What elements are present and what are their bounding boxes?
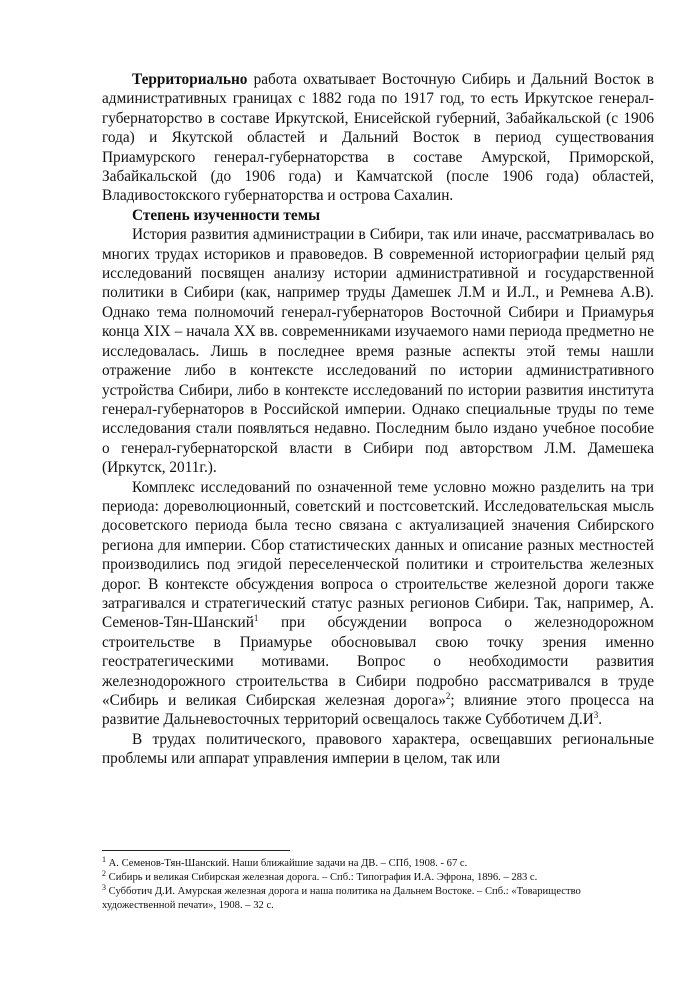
complex-text-2: при обсуждении вопроса о железнодорожном строительстве в Приамурье обосновывал свою точку зрения именно геостратегическими мотивами. Вопрос о необходимости развития железнодорожного строительства в Сибири подробно рассматривался в труде «Сибирь и великая Сибирская железная дорога»: [102, 614, 654, 709]
footnote-2: [102, 871, 654, 885]
paragraph-history: История развития администрации в Сибири, так или иначе, рассматривалась во многих трудах историков и правоведов. В современной историографии целый ряд исследований посвящен анализу истории административной и государственной политики в Сибири (как, например труды Дамешек Л.М и И.Л., и Ремнева А.В). Однако тема полномочий генерал-губернаторов Восточной Сибири и Приамурья конца XIX – начала XX вв. современниками изучаемого нами периода предметно не исследовалась. Лишь в последнее время разные аспекты этой темы нашли отражение либо в контексте исследований по истории административного устройства Сибири, либо в контексте исследований по истории развития института генерал-губернаторов в Российской империи. Однако специальные труды по теме исследования стали появляться недавно. Последним было издано учебное пособие о генерал-губернаторской власти в Сибири под авторством Л.М. Дамешека (Иркутск, 2011г.).: [102, 226, 654, 477]
territory-lead: Территориально: [132, 71, 248, 88]
footnotes: [102, 857, 654, 913]
footnote-separator: [102, 850, 290, 851]
section-heading: Степень изученности темы: [132, 206, 321, 224]
footnote-number: 2: [102, 869, 106, 878]
footnote-text: А. Семенов-Тян-Шанский. Наши ближайшие задачи на ДВ. – СПб, 1908. - 67 с.: [106, 858, 468, 869]
complex-text-4: .: [598, 711, 603, 729]
complex-text-3: ; влияние этого процесса на развитие Дальневосточных территорий освещалось также Субботичем Д.И: [102, 692, 654, 729]
footnote-1: [102, 857, 654, 871]
paragraph-works: В трудах политического, правового характера, освещавших региональные проблемы или аппарат управления империи в целом, так или: [102, 730, 654, 768]
footnote-text: Субботич Д.И. Амурская железная дорога и наша политика на Дальнем Востоке. – Спб.: «Товарищество художественной печати», 1908. – 32 с.: [102, 886, 581, 911]
body-text: [102, 70, 654, 769]
footnote-3: [102, 885, 654, 913]
footnote-number: 1: [102, 855, 106, 864]
paragraph-complex: [102, 478, 654, 730]
footnote-ref-3: 3: [593, 710, 599, 721]
footnote-number: 3: [102, 883, 106, 892]
territory-text: работа охватывает Восточную Сибирь и Дальний Восток в административных границах с 1882 года по 1917 год, то есть Иркутское генерал-губернаторство в составе Иркутской, Енисейской губерний, Забайкальской (с 1906 года) и Якутской областей и Дальний Восток в период существования Приамурского генерал-губернаторства в составе Амурской, Приморской, Забайкальской (до 1906 года) и Камчатской (после 1906 года) областей, Владивостокского губернаторства и острова Сахалин.: [102, 71, 654, 205]
paragraph-territory: [102, 70, 654, 206]
footnote-ref-2: 2: [445, 691, 451, 701]
footnote-ref-1: 1: [253, 613, 259, 624]
complex-text-1: Комплекс исследований по означенной теме условно можно разделить на три периода: дореволюционный, советский и постсоветский. Исследовательская мысль досоветского периода была тесно связана с актуализацией значения Сибирского региона для империи. Сбор статистических данных и описание разных местностей производились под эгидой переселенческой политики и строительства железных дорог. В контексте обсуждения вопроса о строительстве железной дороги также затрагивался и стратегический статус разных регионов Сибири. Так, например, А. Семенов-Тян-Шанский: [102, 478, 654, 632]
footnote-text: Сибирь и великая Сибирская железная дорога. – Спб.: Типография И.А. Эфрона, 1896. – 283 с.: [106, 872, 538, 883]
